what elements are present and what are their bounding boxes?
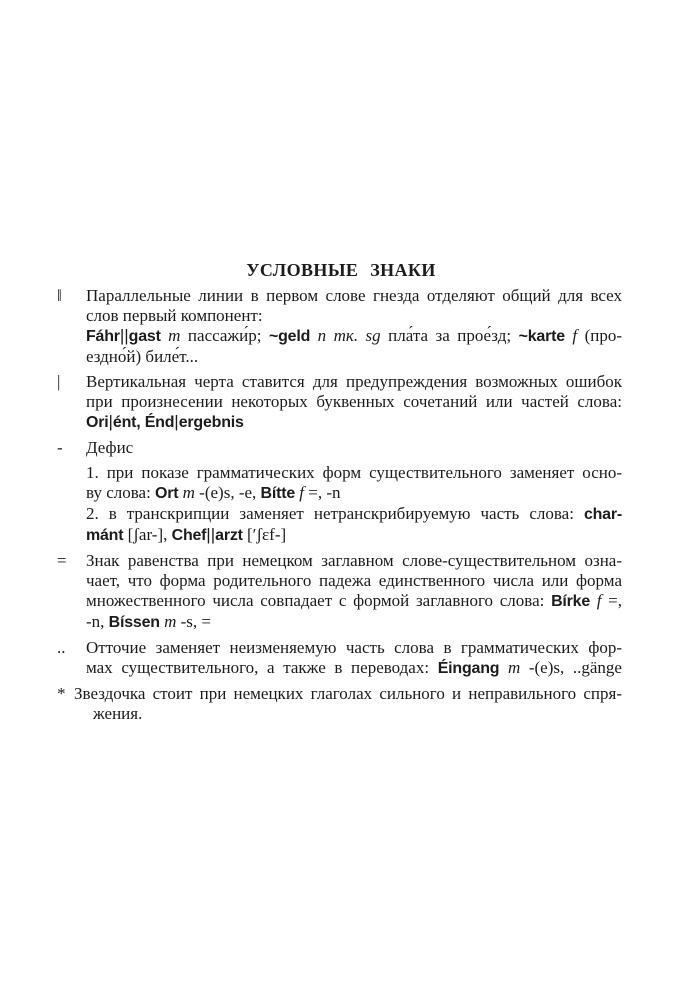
- entry-body: [86, 372, 622, 433]
- entry-paragraph: [86, 286, 622, 367]
- text-segment: -n,: [86, 612, 109, 631]
- text-segment: Ori: [86, 414, 109, 431]
- text-segment: 2. в транскрипции заменяет нетранскрибируемую часть слова:: [86, 504, 584, 523]
- text-segment: Вертикальная черта ставится для предупреждения возможных ошибок: [86, 372, 622, 391]
- text-segment: f: [299, 483, 304, 502]
- text-segment: =, -n: [304, 483, 341, 502]
- legend-entry: [57, 372, 622, 433]
- text-line: [86, 571, 622, 591]
- text-segment: пассажи́р;: [180, 326, 269, 345]
- legend-entry: [57, 684, 622, 724]
- text-segment: Bítte: [260, 485, 300, 502]
- text-line: [86, 306, 622, 326]
- text-segment: f: [596, 591, 602, 610]
- entry-paragraph: [86, 463, 622, 504]
- text-segment: gast: [128, 328, 169, 345]
- legend-entry: [57, 438, 622, 546]
- text-segment: пла́та за прое́зд;: [380, 326, 519, 345]
- text-segment: Éingang: [437, 660, 508, 677]
- text-segment: ||: [119, 326, 129, 345]
- entry-symbol: *: [57, 684, 66, 703]
- text-segment: mánt: [86, 527, 128, 544]
- text-line: [86, 286, 622, 306]
- text-segment: Дефис: [86, 438, 134, 457]
- page-title: УСЛОВНЫЕ ЗНАКИ: [246, 260, 436, 280]
- entry-symbol: ..: [57, 638, 66, 657]
- entry-paragraph: [74, 684, 622, 724]
- text-line: [86, 525, 622, 546]
- text-segment: ergebnis: [178, 414, 244, 431]
- text-line: [86, 347, 622, 367]
- text-segment: m: [507, 658, 521, 677]
- text-segment: [ʃar-],: [127, 525, 172, 544]
- text-segment: n тк. sg: [317, 326, 381, 345]
- text-line: [74, 704, 622, 724]
- legend-entry: [57, 551, 622, 633]
- text-segment: Bírke: [551, 593, 597, 610]
- text-segment: f: [572, 326, 578, 345]
- legend-entry: [57, 286, 622, 367]
- text-segment: жения.: [93, 704, 143, 723]
- text-segment: слов первый компонент:: [86, 306, 263, 325]
- text-line: [86, 612, 622, 633]
- entry-paragraph: [86, 551, 622, 633]
- text-segment: [ʹʃɛf-]: [246, 525, 287, 544]
- text-segment: |: [108, 412, 113, 431]
- text-segment: -(e)s, ..gänge: [520, 658, 622, 677]
- text-segment: (про-: [577, 326, 622, 345]
- text-line: [86, 463, 622, 483]
- entry-symbol: |: [57, 372, 61, 391]
- entry-symbol: -: [57, 438, 63, 457]
- text-segment: char-: [583, 506, 622, 523]
- text-line: [86, 392, 622, 412]
- text-segment: множественного числа совпадает с формой заглавного слова:: [86, 591, 552, 610]
- text-segment: при произнесении некоторых буквенных сочетаний или частей слова:: [86, 392, 622, 411]
- text-line: [86, 326, 622, 347]
- text-segment: чает, что форма родительного падежа единственного числа или форма: [86, 571, 622, 590]
- entry-body: [86, 438, 622, 546]
- text-segment: Chef: [171, 527, 207, 544]
- text-segment: ~karte: [518, 328, 573, 345]
- text-line: [86, 438, 622, 458]
- entry-paragraph: [86, 438, 622, 458]
- text-segment: Fáhr: [86, 328, 120, 345]
- text-segment: Bíssen: [108, 614, 165, 631]
- text-line: [86, 504, 622, 525]
- entry-paragraph: [86, 504, 622, 546]
- text-segment: -(e)s, -e,: [194, 483, 261, 502]
- text-segment: =,: [601, 591, 623, 610]
- text-segment: m: [164, 612, 177, 631]
- entry-body: [86, 286, 622, 367]
- entry-body: [74, 684, 622, 724]
- text-segment: Ort: [155, 485, 183, 502]
- entry-body: [86, 551, 622, 633]
- entry-symbol: =: [57, 551, 67, 570]
- legend-entry: [57, 638, 622, 679]
- text-line: [86, 372, 622, 392]
- text-line: [86, 551, 622, 571]
- legend-entries: [57, 286, 622, 724]
- entry-paragraph: [86, 638, 622, 679]
- text-segment: m: [168, 326, 181, 345]
- text-segment: ездно́й) биле́т...: [86, 347, 199, 366]
- text-segment: Отточие заменяет неизменяемую часть слова в грамматических фор-: [86, 638, 622, 657]
- text-segment: ||: [206, 525, 216, 544]
- entry-body: [86, 638, 622, 679]
- text-segment: Параллельные линии в первом слове гнезда отделяют общий для всех: [86, 286, 622, 305]
- text-line: [86, 658, 622, 679]
- entry-paragraph: [86, 372, 622, 433]
- text-line: [86, 412, 622, 433]
- text-segment: ént, Énd: [112, 414, 175, 431]
- text-segment: ~geld: [268, 328, 318, 345]
- text-line: [86, 591, 622, 612]
- text-segment: Знак равенства при немецком заглавном слове-существительном озна-: [86, 551, 622, 570]
- text-segment: мах существительного, а также в переводах:: [86, 658, 438, 677]
- text-segment: 1. при показе грамматических форм существительного заменяет осно-: [86, 463, 622, 482]
- text-segment: arzt: [215, 527, 247, 544]
- text-segment: ву слова:: [86, 483, 156, 502]
- entry-symbol: ‖: [57, 286, 62, 305]
- text-segment: -s, =: [176, 612, 211, 631]
- text-segment: m: [182, 483, 195, 502]
- text-line: [86, 483, 622, 504]
- text-line: [86, 638, 622, 658]
- text-line: [74, 684, 622, 704]
- text-segment: |: [174, 412, 179, 431]
- text-segment: Звездочка стоит при немецких глаголах сильного и неправильного спря-: [74, 684, 622, 703]
